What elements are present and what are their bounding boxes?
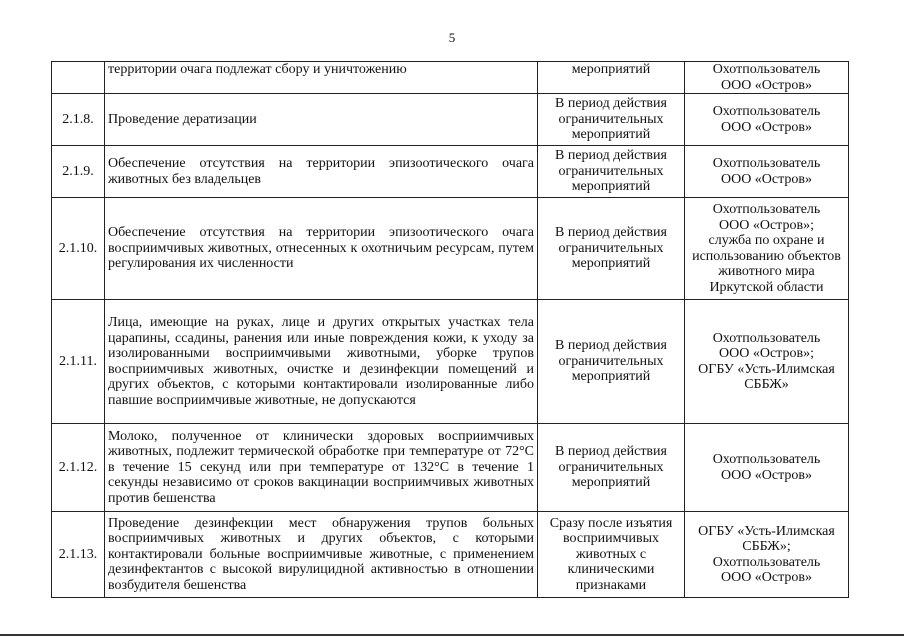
row-responsible: Охотпользователь ООО «Остров»	[685, 424, 849, 512]
row-description: Обеспечение отсутствия на территории эпизоотического очага животных без владельцев	[105, 146, 538, 198]
row-description: Проведение дезинфекции мест обнаружения трупов больных восприимчивых животных и других объектов, с которыми контактировали больные восприимчивые животные, с применением дезинфектантов с высокой вирулицидной активностью в отношении возбудителя бешенства	[105, 512, 538, 598]
row-term: В период действия ограничительных мероприятий	[538, 94, 685, 146]
row-responsible: Охотпользователь ООО «Остров»	[685, 62, 849, 94]
scan-edge-line	[0, 634, 904, 636]
row-term: В период действия ограничительных мероприятий	[538, 300, 685, 424]
row-description: Проведение дератизации	[105, 94, 538, 146]
row-term: В период действия ограничительных мероприятий	[538, 424, 685, 512]
row-term: В период действия ограничительных мероприятий	[538, 146, 685, 198]
row-number: 2.1.12.	[52, 424, 105, 512]
row-term: Сразу после изъятия восприимчивых животных с клиническими признаками	[538, 512, 685, 598]
row-term: мероприятий	[538, 62, 685, 94]
table-row	[52, 512, 849, 598]
row-description: Молоко, полученное от клинически здоровых восприимчивых животных, подлежит термической обработке при температуре от 72°С в течение 15 секунд или при температуре от 132°С в течение 1 секунды независимо от сроков вакцинации восприимчивых животных против бешенства	[105, 424, 538, 512]
row-term: В период действия ограничительных мероприятий	[538, 198, 685, 300]
table-row	[52, 300, 849, 424]
table-row	[52, 62, 849, 94]
row-description: территории очага подлежат сбору и уничтожению	[105, 62, 538, 94]
row-number: 2.1.11.	[52, 300, 105, 424]
row-number: 2.1.10.	[52, 198, 105, 300]
row-number	[52, 62, 105, 94]
row-description: Лица, имеющие на руках, лице и других открытых участках тела царапины, ссадины, ранения или иные повреждения кожи, к уходу за изолированными восприимчивыми животными, уборке трупов восприимчивых животных, очистке и дезинфекции помещений и других объектов, с которыми контактировали изолированные либо павшие восприимчивые животные, не допускаются	[105, 300, 538, 424]
row-number: 2.1.9.	[52, 146, 105, 198]
measures-table	[51, 61, 849, 598]
table-row	[52, 424, 849, 512]
row-responsible: Охотпользователь ООО «Остров»; служба по охране и использованию объектов животного мира Иркутской области	[685, 198, 849, 300]
row-responsible: Охотпользователь ООО «Остров»	[685, 146, 849, 198]
row-description: Обеспечение отсутствия на территории эпизоотического очага восприимчивых животных, отнесенных к охотничьим ресурсам, путем регулирования их численности	[105, 198, 538, 300]
row-number: 2.1.8.	[52, 94, 105, 146]
table-row	[52, 198, 849, 300]
table-row	[52, 146, 849, 198]
row-number: 2.1.13.	[52, 512, 105, 598]
row-responsible: Охотпользователь ООО «Остров»; ОГБУ «Усть-Илимская СББЖ»	[685, 300, 849, 424]
row-responsible: ОГБУ «Усть-Илимская СББЖ»; Охотпользователь ООО «Остров»	[685, 512, 849, 598]
row-responsible: Охотпользователь ООО «Остров»	[685, 94, 849, 146]
table-row	[52, 94, 849, 146]
page-number: 5	[448, 30, 456, 45]
